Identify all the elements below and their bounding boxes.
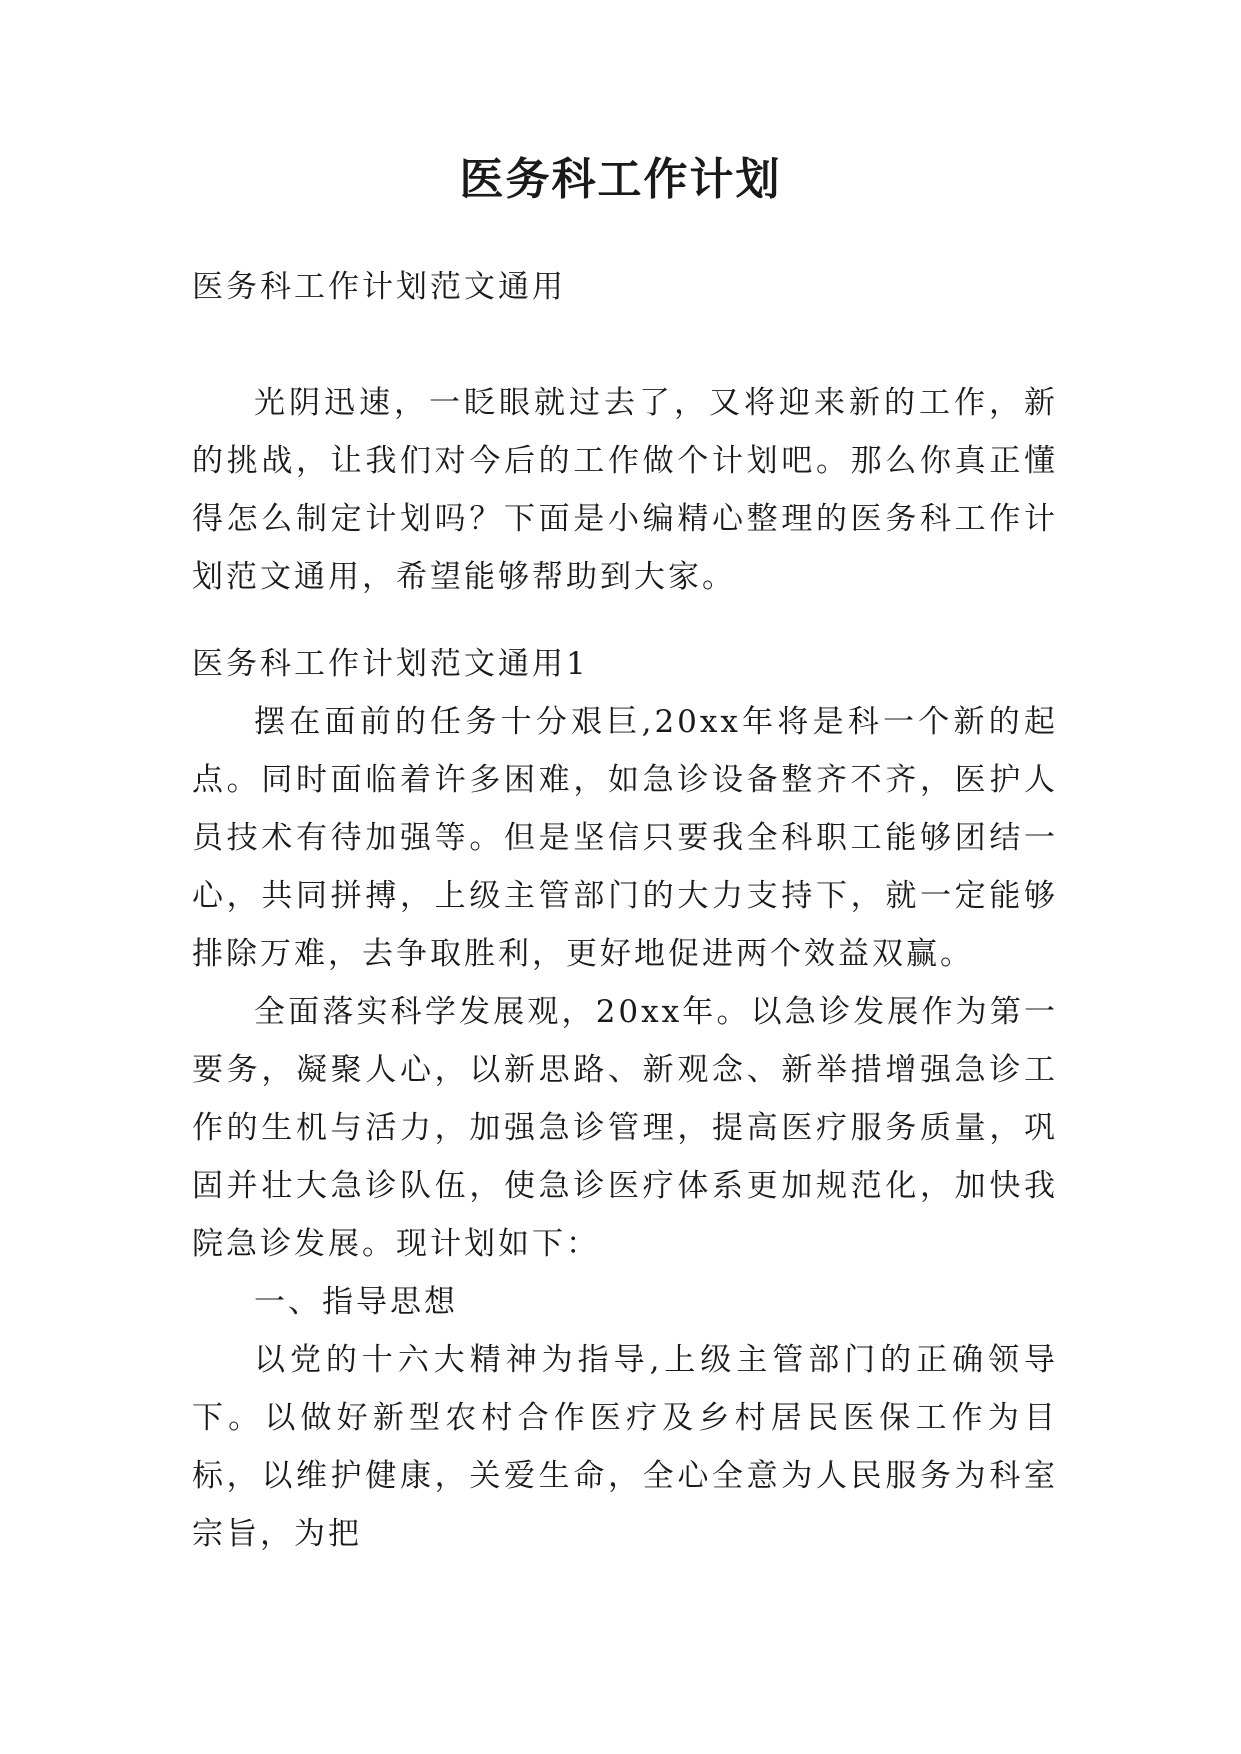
document-subtitle: 医务科工作计划范文通用	[192, 269, 566, 305]
body-paragraph: 摆在面前的任务十分艰巨,20xx年将是科一个新的起点。同时面临着许多困难，如急诊设备整齐不齐，医护人员技术有待加强等。但是坚信只要我全科职工能够团结一心，共同拼搏，上级主管部门的大力支持下，就一定能够排除万难，去争取胜利，更好地促进两个效益双赢。	[192, 704, 1058, 972]
document-title: 医务科工作计划	[459, 154, 782, 205]
intro-paragraph: 光阴迅速，一眨眼就过去了，又将迎来新的工作，新的挑战，让我们对今后的工作做个计划吧。那么你真正懂得怎么制定计划吗？下面是小编精心整理的医务科工作计划范文通用，希望能够帮助到大家。	[192, 385, 1058, 595]
body-paragraph: 以党的十六大精神为指导,上级主管部门的正确领导下。以做好新型农村合作医疗及乡村居民医保工作为目标，以维护健康，关爱生命，全心全意为人民服务为科室宗旨，为把	[192, 1342, 1058, 1552]
body-paragraph: 全面落实科学发展观，20xx年。以急诊发展作为第一要务，凝聚人心，以新思路、新观念、新举措增强急诊工作的生机与活力，加强急诊管理，提高医疗服务质量，巩固并壮大急诊队伍，使急诊医疗体系更加规范化，加快我院急诊发展。现计划如下：	[192, 994, 1058, 1262]
section-heading: 医务科工作计划范文通用1	[192, 646, 589, 682]
subsection-heading: 一、指导思想	[254, 1284, 458, 1320]
document-body	[192, 258, 1058, 1563]
